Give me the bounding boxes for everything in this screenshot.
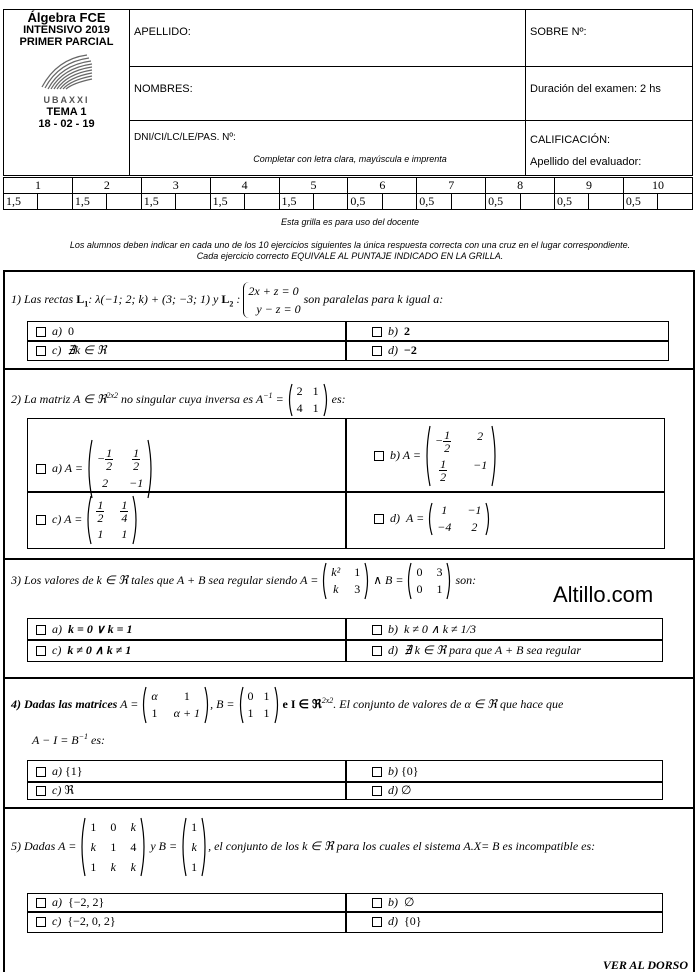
q3-option-a[interactable]	[27, 618, 347, 641]
q1-option-c[interactable]	[27, 340, 347, 361]
cell: 3	[354, 582, 361, 596]
q4-b-letter: b)	[388, 764, 398, 778]
q3-b-value: k ≠ 0 ∧ k ≠ 1/3	[404, 622, 476, 636]
q1-l1: $L_1$	[76, 291, 89, 309]
q5-c-value: {−2, 0, 2}	[67, 914, 116, 928]
checkbox-icon[interactable]	[36, 625, 46, 635]
q1-l1-letter: L	[76, 291, 85, 306]
cell: k²	[331, 565, 341, 579]
ubaxxi-logo	[37, 51, 97, 91]
grid-score-cell[interactable]	[313, 194, 347, 210]
q2-a-eq: A =	[64, 460, 84, 475]
grid-score-cell[interactable]	[520, 194, 554, 210]
q2-b-eq: A =	[402, 447, 422, 462]
sobre-field[interactable]	[526, 10, 693, 67]
dni-label: DNI/CI/LC/LE/PAS. Nº:	[134, 132, 236, 143]
q5-b-letter: b)	[388, 895, 398, 909]
q1-b-letter: b)	[388, 324, 398, 338]
checkbox-icon[interactable]	[36, 917, 46, 927]
q5-text-y: y B =	[150, 838, 178, 853]
q3-c-letter: c)	[52, 643, 62, 657]
q2-c-matrix: $\frac{1}{2}$ $\frac{1}{4}$ 1 1	[85, 495, 139, 545]
footer-ver-al-dorso: VER AL DORSO	[602, 958, 688, 972]
q5-d-value: {0}	[404, 914, 422, 928]
cell: 0	[247, 689, 254, 703]
calificacion-cell	[526, 121, 693, 176]
grid-number: 4	[210, 178, 279, 194]
grid-number: 10	[623, 178, 692, 194]
q2-text: 2) La matriz	[11, 391, 71, 406]
q3-c-value: k ≠ 0 ∧ k ≠ 1	[67, 643, 132, 657]
q1-b-value: 2	[404, 324, 410, 338]
checkbox-icon[interactable]	[36, 346, 46, 356]
q5-a-letter: a)	[52, 895, 62, 909]
cell: 1	[183, 689, 190, 703]
q4-b-value: {0}	[401, 764, 419, 778]
cell: k	[90, 839, 96, 854]
q5-matrix-a	[79, 817, 147, 877]
grid-score-cell[interactable]	[658, 194, 693, 210]
duracion-label: Duración del examen: 2 hs	[530, 83, 661, 95]
sobre-label: SOBRE Nº:	[530, 26, 587, 38]
checkbox-icon[interactable]	[374, 451, 384, 461]
q4-c-value: ℜ	[64, 783, 75, 797]
grid-number: 3	[141, 178, 210, 194]
grid-number: 8	[486, 178, 555, 194]
q4-d-value: ∅	[401, 783, 412, 797]
question-2: 2) La matriz A ∈ ℜ$^{2x2}$ no singular cuya inversa es $A^{-1}$ = 2 1 4 1 es:	[11, 384, 346, 415]
checkbox-icon[interactable]	[372, 327, 382, 337]
grid-score-cell[interactable]	[245, 194, 279, 210]
checkbox-icon[interactable]	[36, 786, 46, 796]
exam-date: 18 - 02 - 19	[38, 118, 95, 130]
checkbox-icon[interactable]	[36, 767, 46, 777]
cell: 1	[191, 859, 198, 874]
q1-text: 1) Las rectas	[11, 291, 74, 306]
q5-a-value: {−2, 2}	[68, 895, 105, 909]
grid-points: 0,5	[417, 194, 451, 210]
q2-inv: −1	[263, 390, 273, 400]
question-1: 1) Las rectas $L_1$: λ(−1; 2; k) + (3; −3; 1) y $L_2$ : 2x + z = 0 y − z = 0 son paralelas para k igual a:	[11, 284, 444, 316]
question-4: 4) Dadas las matrices A = α 1 1 α + 1 , B = 0 1 1 1 e I ∈ ℜ$^{2x2}$. El conjunto de valores de α ∈ ℜ que hace que	[11, 686, 563, 724]
q4-matrix-b	[238, 686, 280, 724]
q4-inv: −1	[78, 732, 89, 741]
q2-option-b[interactable]	[345, 418, 665, 493]
cell: 1	[354, 565, 361, 579]
q3-option-c[interactable]	[27, 639, 347, 662]
q4-option-d[interactable]	[345, 781, 663, 800]
cell: 1	[312, 384, 319, 398]
q4-option-a[interactable]	[27, 760, 347, 783]
q2-exp: 2x2	[106, 390, 119, 400]
cell: 3	[436, 565, 443, 579]
cell: 1	[90, 819, 97, 834]
cell: 1	[312, 401, 319, 415]
q2-c-eq: A =	[64, 511, 83, 526]
cell: α	[151, 689, 158, 703]
duracion-cell	[526, 67, 693, 121]
q3-option-d[interactable]	[345, 639, 663, 662]
q4-option-b[interactable]	[345, 760, 663, 783]
checkbox-icon[interactable]	[372, 767, 382, 777]
cell: k	[333, 582, 339, 596]
q3-matrix-b	[406, 562, 452, 600]
q3-d-value: ∄ k ∈ ℜ para que A + B sea regular	[404, 643, 581, 657]
instructions: Completar con letra clara, mayúscula e imprenta	[253, 154, 447, 164]
exam-title: Álgebra FCE	[27, 10, 106, 25]
q2-b-matrix: − $\frac{1}{2}$ 2 $\frac{1}{2}$ −1	[424, 425, 498, 487]
q3-a-value: k = 0 ∨ k = 1	[68, 622, 133, 636]
q1-option-d[interactable]	[345, 340, 669, 361]
cell: 4	[296, 401, 303, 415]
grid-number: 2	[72, 178, 141, 194]
cell: 1	[90, 859, 97, 874]
divider	[3, 558, 693, 560]
divider	[3, 677, 693, 679]
q2-text-2: no singular cuya inversa es A	[121, 391, 264, 406]
tema: TEMA 1	[46, 106, 87, 118]
grid-score-cell[interactable]	[38, 194, 72, 210]
q2-a-matrix: − $\frac{1}{2}$ $\frac{1}{2}$ 2 −1	[86, 439, 154, 499]
q2-option-a[interactable]	[27, 418, 347, 493]
cell: 4	[130, 839, 137, 854]
q1-l2: $L_2$	[221, 291, 234, 309]
cell: 1	[436, 582, 443, 596]
rules-line1: Los alumnos deben indicar en cada uno de los 10 ejercicios siguientes la única respuesta correcta con una cruz en el lugar correspondiente.	[69, 240, 631, 250]
q3-and: ∧	[373, 572, 383, 587]
checkbox-icon[interactable]	[36, 898, 46, 908]
q4-text: 4) Dadas las matrices	[11, 696, 118, 711]
grid-score-cell[interactable]	[589, 194, 623, 210]
cell: 0	[110, 819, 117, 834]
q1-l1-def: : λ(−1; 2; k) + (3; −3; 1) y	[88, 291, 219, 306]
q1-text-end: son paralelas para k igual a:	[303, 291, 444, 306]
q4-text-3: . El conjunto de valores de α ∈ ℜ que hace que	[333, 696, 564, 711]
checkbox-icon[interactable]	[372, 646, 382, 656]
q3-matrix-a	[321, 562, 370, 600]
q2-b-letter: b)	[390, 447, 400, 462]
question-5: 5) Dadas A = 1 0 k k 1 4 1 k k y B = 1 k 1 , el conjunto de los k ∈ ℜ para los cuales el sistema A.X= B es incompatible es:	[11, 817, 595, 877]
q1-option-a[interactable]	[27, 321, 347, 342]
q4-c-letter: c)	[52, 783, 62, 797]
q1-c-value: ∄k ∈ ℜ	[67, 343, 107, 357]
grid-points: 1,5	[210, 194, 244, 210]
q5-option-a[interactable]	[27, 893, 347, 913]
q2-set: A ∈ ℜ	[73, 391, 107, 406]
q4-text-2: e I ∈ ℜ	[282, 696, 322, 711]
cell: 0	[416, 582, 423, 596]
q1-d-letter: d)	[388, 343, 398, 357]
grid-number: 6	[348, 178, 417, 194]
cell: 1	[151, 706, 158, 720]
q4-text-end: es:	[91, 733, 106, 747]
logo-cell	[4, 10, 130, 176]
q1-d-value: −2	[404, 343, 417, 357]
exam-course: INTENSIVO 2019	[23, 24, 110, 36]
rules-line2: Cada ejercicio correcto EQUIVALE AL PUNTAJE INDICADO EN LA GRILLA.	[196, 251, 504, 261]
q2-d-matrix: 1 −1 −4 2	[427, 502, 491, 536]
checkbox-icon[interactable]	[36, 646, 46, 656]
question-3: 3) Los valores de k ∈ ℜ tales que A + B sea regular siendo A = k² 1 k 3 ∧ B = 0 3 0 1 son:	[11, 562, 476, 600]
q5-matrix-b	[180, 817, 208, 877]
q5-d-letter: d)	[388, 914, 398, 928]
q3-text: 3) Los valores de k ∈ ℜ tales que A + B sea regular siendo	[11, 572, 298, 587]
checkbox-icon[interactable]	[372, 917, 382, 927]
grid-points: 0,5	[555, 194, 589, 210]
q5-option-b[interactable]	[345, 893, 663, 913]
q2-matrix	[287, 383, 329, 417]
q4-a-letter: a)	[52, 764, 62, 778]
cell: 1	[191, 819, 198, 834]
q5-c-letter: c)	[52, 914, 62, 928]
checkbox-icon[interactable]	[36, 464, 46, 474]
divider	[3, 807, 693, 809]
question-4-line2	[32, 732, 105, 748]
grid-score-cell[interactable]	[382, 194, 416, 210]
checkbox-icon[interactable]	[372, 786, 382, 796]
cell: k	[130, 859, 136, 874]
grid-number: 1	[4, 178, 73, 194]
q3-text-end: son:	[455, 572, 477, 587]
cell: k	[110, 859, 116, 874]
q2-c-letter: c)	[52, 511, 62, 526]
cell: α + 1	[173, 706, 201, 720]
nombres-field[interactable]	[130, 67, 526, 121]
q3-a-letter: a)	[52, 622, 62, 636]
grid-number: 9	[555, 178, 624, 194]
apellido-field[interactable]	[130, 10, 526, 67]
grid-score-cell[interactable]	[451, 194, 485, 210]
grid-number: 7	[417, 178, 486, 194]
grid-score-cell[interactable]	[107, 194, 141, 210]
grid-points: 0,5	[623, 194, 657, 210]
grid-points: 1,5	[4, 194, 38, 210]
q2-d-eq: A =	[406, 510, 425, 525]
nombres-label: NOMBRES:	[134, 83, 193, 95]
checkbox-icon[interactable]	[374, 514, 384, 524]
q5-option-d[interactable]	[345, 911, 663, 933]
q1-eq1: 2x + z = 0	[248, 284, 299, 298]
q2-d-letter: d)	[390, 510, 400, 525]
grid-number: 5	[279, 178, 348, 194]
cell: k	[191, 839, 197, 854]
cell: 0	[416, 565, 423, 579]
watermark: Altillo.com	[553, 582, 654, 607]
q2-a-letter: a)	[52, 460, 62, 475]
q5-text: 5) Dadas	[11, 838, 56, 853]
q1-a-value: 0	[68, 324, 74, 338]
q4-exp: 2x2	[321, 695, 334, 705]
cell: 1	[263, 689, 270, 703]
q2-option-c[interactable]	[27, 491, 347, 549]
evaluador-label: Apellido del evaluador:	[530, 156, 642, 168]
checkbox-icon[interactable]	[36, 327, 46, 337]
apellido-label: APELLIDO:	[134, 26, 191, 38]
q2-option-d[interactable]	[345, 491, 665, 549]
q3-option-b[interactable]	[345, 618, 663, 641]
header-table	[3, 9, 693, 176]
checkbox-icon[interactable]	[372, 898, 382, 908]
grid-points: 1,5	[279, 194, 313, 210]
calificacion-label: CALIFICACIÓN:	[530, 134, 611, 146]
q1-eq2: y − z = 0	[256, 302, 301, 316]
q4-text-4: A − I = B	[32, 733, 79, 747]
grid-points: 1,5	[141, 194, 175, 210]
grid-note: Esta grilla es para uso del docente	[280, 217, 420, 227]
divider	[3, 368, 693, 370]
q5-text-end: , el conjunto de los k ∈ ℜ para los cuales el sistema A.X= B es incompatible es:	[208, 838, 596, 853]
grid-points: 1,5	[72, 194, 106, 210]
q5-b-value: ∅	[404, 895, 415, 909]
score-grid	[3, 177, 693, 210]
cell: 1	[247, 706, 254, 720]
grid-points: 0,5	[348, 194, 382, 210]
q2-text-end: es:	[331, 391, 346, 406]
dni-field[interactable]	[130, 121, 526, 176]
cell: 1	[110, 839, 117, 854]
q4-matrix-a	[141, 686, 210, 724]
checkbox-icon[interactable]	[372, 346, 382, 356]
q5-option-c[interactable]	[27, 911, 347, 933]
q4-d-letter: d)	[388, 783, 398, 797]
checkbox-icon[interactable]	[372, 625, 382, 635]
q4-a-value: {1}	[65, 764, 83, 778]
cell: 2	[296, 384, 303, 398]
cell: 1	[263, 706, 270, 720]
grid-points: 0,5	[486, 194, 520, 210]
cell: k	[130, 819, 136, 834]
q1-system	[243, 282, 300, 318]
q4-option-c[interactable]	[27, 781, 347, 800]
q3-d-letter: d)	[388, 643, 398, 657]
logo-text: UBAXXI	[43, 95, 90, 105]
q3-b-letter: b)	[388, 622, 398, 636]
q1-a-letter: a)	[52, 324, 62, 338]
exam-name: PRIMER PARCIAL	[19, 36, 114, 48]
q1-c-letter: c)	[52, 343, 62, 357]
q1-option-b[interactable]	[345, 321, 669, 342]
checkbox-icon[interactable]	[36, 515, 46, 525]
grid-score-cell[interactable]	[176, 194, 210, 210]
